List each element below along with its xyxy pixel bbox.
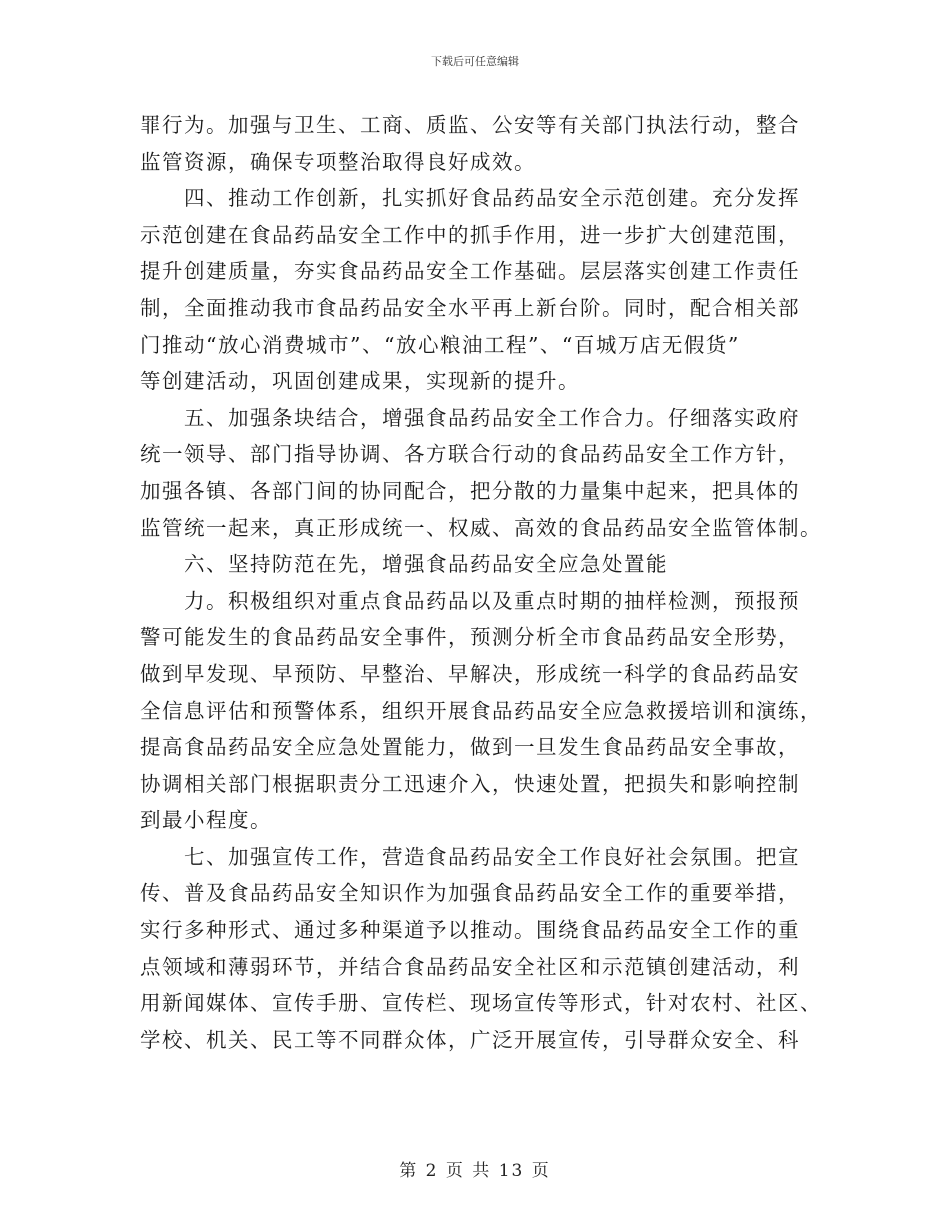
text-line: 用新闻媒体、宣传手册、宣传栏、现场宣传等形式，针对农村、社区、: [140, 991, 822, 1016]
text-line: 实行多种形式、通过多种渠道予以推动。围绕食品药品安全工作的重: [140, 918, 800, 943]
text-line: 制，全面推动我市食品药品安全水平再上新台阶。同时，配合相关部: [140, 295, 800, 320]
text-line: 点领域和薄弱环节，并结合食品药品安全社区和示范镇创建活动，利: [140, 954, 800, 979]
text-line: 监管资源，确保专项整治取得良好成效。: [140, 149, 536, 174]
text-line: 力。积极组织对重点食品药品以及重点时期的抽样检测，预报预: [140, 588, 800, 613]
text-line: 提升创建质量，夯实食品药品安全工作基础。层层落实创建工作责任: [140, 259, 800, 284]
text-line: 协调相关部门根据职责分工迅速介入，快速处置，把损失和影响控制: [140, 771, 800, 796]
text-line: 统一领导、部门指导协调、各方联合行动的食品药品安全工作方针，: [140, 442, 800, 467]
text-line: 七、加强宣传工作，营造食品药品安全工作良好社会氛围。把宣: [140, 844, 800, 869]
text-line: 提高食品药品安全应急处置能力，做到一旦发生食品药品安全事故，: [140, 735, 800, 760]
document-body: [140, 107, 820, 1058]
text-line: 加强各镇、各部门间的协同配合，把分散的力量集中起来，把具体的: [140, 478, 800, 503]
text-line: 等创建活动，巩固创建成果，实现新的提升。: [140, 369, 580, 394]
text-line: 罪行为。加强与卫生、工商、质监、公安等有关部门执法行动，整合: [140, 113, 800, 137]
text-line: 监管统一起来，真正形成统一、权威、高效的食品药品安全监管体制。: [140, 515, 822, 540]
text-line: 示范创建在食品药品安全工作中的抓手作用，进一步扩大创建范围，: [140, 222, 800, 247]
text-line: 六、坚持防范在先，增强食品药品安全应急处置能: [140, 552, 668, 577]
text-line: 警可能发生的食品药品安全事件，预测分析全市食品药品安全形势，: [140, 625, 800, 650]
text-line: 门推动“放心消费城市”、“放心粮油工程”、“百城万店无假货”: [140, 332, 740, 357]
text-line: 四、推动工作创新，扎实抓好食品药品安全示范创建。充分发挥: [140, 186, 800, 211]
text-line: 传、普及食品药品安全知识作为加强食品药品安全工作的重要举措，: [140, 881, 800, 906]
text-line: 到最小程度。: [140, 808, 272, 833]
text-line: 全信息评估和预警体系，组织开展食品药品安全应急救援培训和演练，: [140, 698, 822, 723]
text-line: 学校、机关、民工等不同群众体，广泛开展宣传，引导群众安全、科: [140, 1027, 800, 1052]
text-line: 做到早发现、早预防、早整治、早解决，形成统一科学的食品药品安: [140, 661, 800, 686]
page-header: 下载后可任意编辑: [431, 55, 519, 68]
page-footer: 第 2 页 共 13 页: [399, 1161, 551, 1181]
text-line: 五、加强条块结合，增强食品药品安全工作合力。仔细落实政府: [140, 405, 800, 430]
